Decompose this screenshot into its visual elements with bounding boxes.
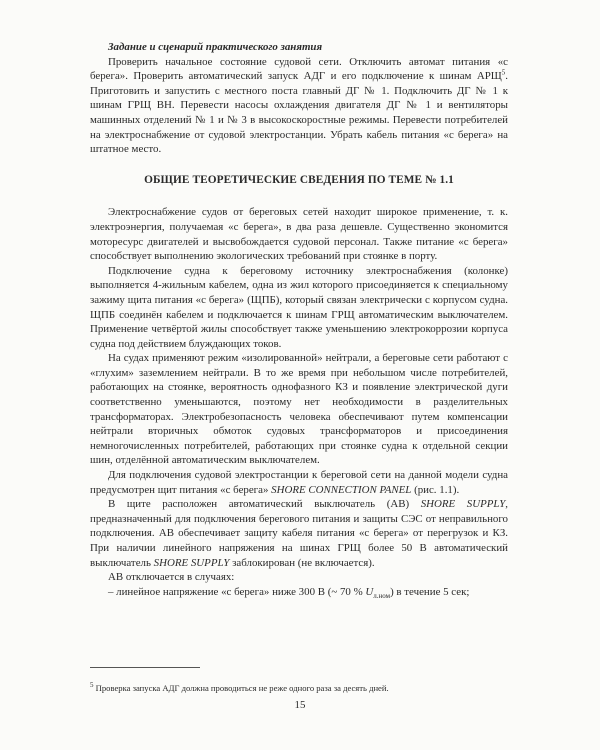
p5-breaker-name-1: SHORE SUPPLY (420, 498, 506, 511)
p4-panel-name: SHORE CONNECTION PANEL (271, 483, 412, 496)
item-text-a: – линейное напряжение «с берега» ниже 300 В (~ 70 % (108, 585, 366, 598)
footnote-ref: 5 (501, 68, 506, 77)
page-body (90, 40, 508, 599)
footnote-mark: 5 (90, 681, 94, 690)
task-paragraph (90, 55, 508, 157)
list-item (90, 585, 508, 600)
page-number: 15 (294, 699, 306, 711)
task-text-b: . Приготовить и запустить с местного поста главный ДГ № 1. Подключить ДГ № 1 к шинам ГРЩ ВН. Перевести насосы охлаждения двигателя ДГ № 1 и вентиляторы машинных отделений № 1 и № 3 в высокоскоростные режимы. Перевести потребителей на электроснабжение от судовой электростанции. Убрать кабель питания «с берега» на штатное место. (90, 70, 508, 156)
p4-text-b: (рис. 1.1). (411, 483, 460, 496)
paragraph-2: Подключение судна к береговому источнику электроснабжения (колонке) выполняется 4-жильным кабелем, одна из жил которого присоединяется к специальному зажиму щита питания «с берега» (ЩПБ), который связан электрически с корпусом судна. ЩПБ соединён кабелем и подключается к шинам ГРЩ автоматическим выключателем. Применение четвёртой жилы способствует также уменьшению электрокоррозии корпуса судна под действием блуждающих токов. (90, 264, 508, 350)
paragraph-1: Электроснабжение судов от береговых сетей находит широкое применение, т. к. электроэнергия, получаемая «с берега», в два раза дешевле. Существенно экономится моторесурс двигателей и высвобождается судовой персонал. Также питание «с берега» способствует выполнению экологических требований при стоянке в порту. (90, 206, 508, 263)
paragraph-3: На судах применяют режим «изолированной» нейтрали, а береговые сети работают с «глухим» заземлением нейтрали. В то же время при небольшом числе потребителей, работающих на стоянке, вероятность однофазного КЗ и появление электрической дуги соответственно уменьшаются, поэтому нет необходимости в разделительных трансформаторах. Электробезопасность человека обеспечивают путем компенсации нейтрали вторичных обмоток судовых трансформаторов и присоединения немногочисленных потребителей, работающих при стоянке судна к отдельной секции шин, отделённой автоматическим выключателем. (90, 352, 508, 467)
task-text-a: Проверить начальное состояние судовой сети. Отключить автомат питания «с берега». Проверить автоматический запуск АДГ и его подключение к шинам АРЩ (90, 55, 508, 83)
p5-text-a: В щите расположен автоматический выключатель (АВ) (108, 498, 421, 511)
paragraph-6: АВ отключается в случаях: (108, 571, 235, 584)
item-voltage-symbol: U (365, 585, 374, 598)
p5-breaker-name-2: SHORE SUPPLY (153, 556, 230, 569)
p5-text-c: заблокирован (не включается). (229, 556, 375, 569)
paragraph-4 (90, 468, 508, 497)
item-text-b: ) в течение 5 сек; (390, 585, 470, 598)
p4-text-a: Для подключения судовой электростанции к береговой сети на данной модели судна предусмотрен щит питания «с берега» (90, 469, 508, 496)
section-title: ОБЩИЕ ТЕОРЕТИЧЕСКИЕ СВЕДЕНИЯ ПО ТЕМЕ № 1.1 (144, 173, 454, 186)
task-title: Задание и сценарий практического занятия (108, 41, 323, 53)
footnote-divider (90, 667, 200, 668)
p5-text-b: , предназначенный для подключения берегового питания и защиты СЭС от неправильного подключения. АВ обеспечивает защиту кабеля питания «с берега» от перегрузок и КЗ. При наличии линейного напряжения на шинах ГРЩ более 50 В автоматический выключатель (90, 498, 508, 569)
footnote-text: Проверка запуска АДГ должна проводиться не реже одного раза за десять дней. (95, 683, 389, 693)
footnote (90, 683, 510, 694)
item-voltage-subscript: л.ном (373, 591, 391, 600)
paragraph-5 (90, 497, 508, 570)
